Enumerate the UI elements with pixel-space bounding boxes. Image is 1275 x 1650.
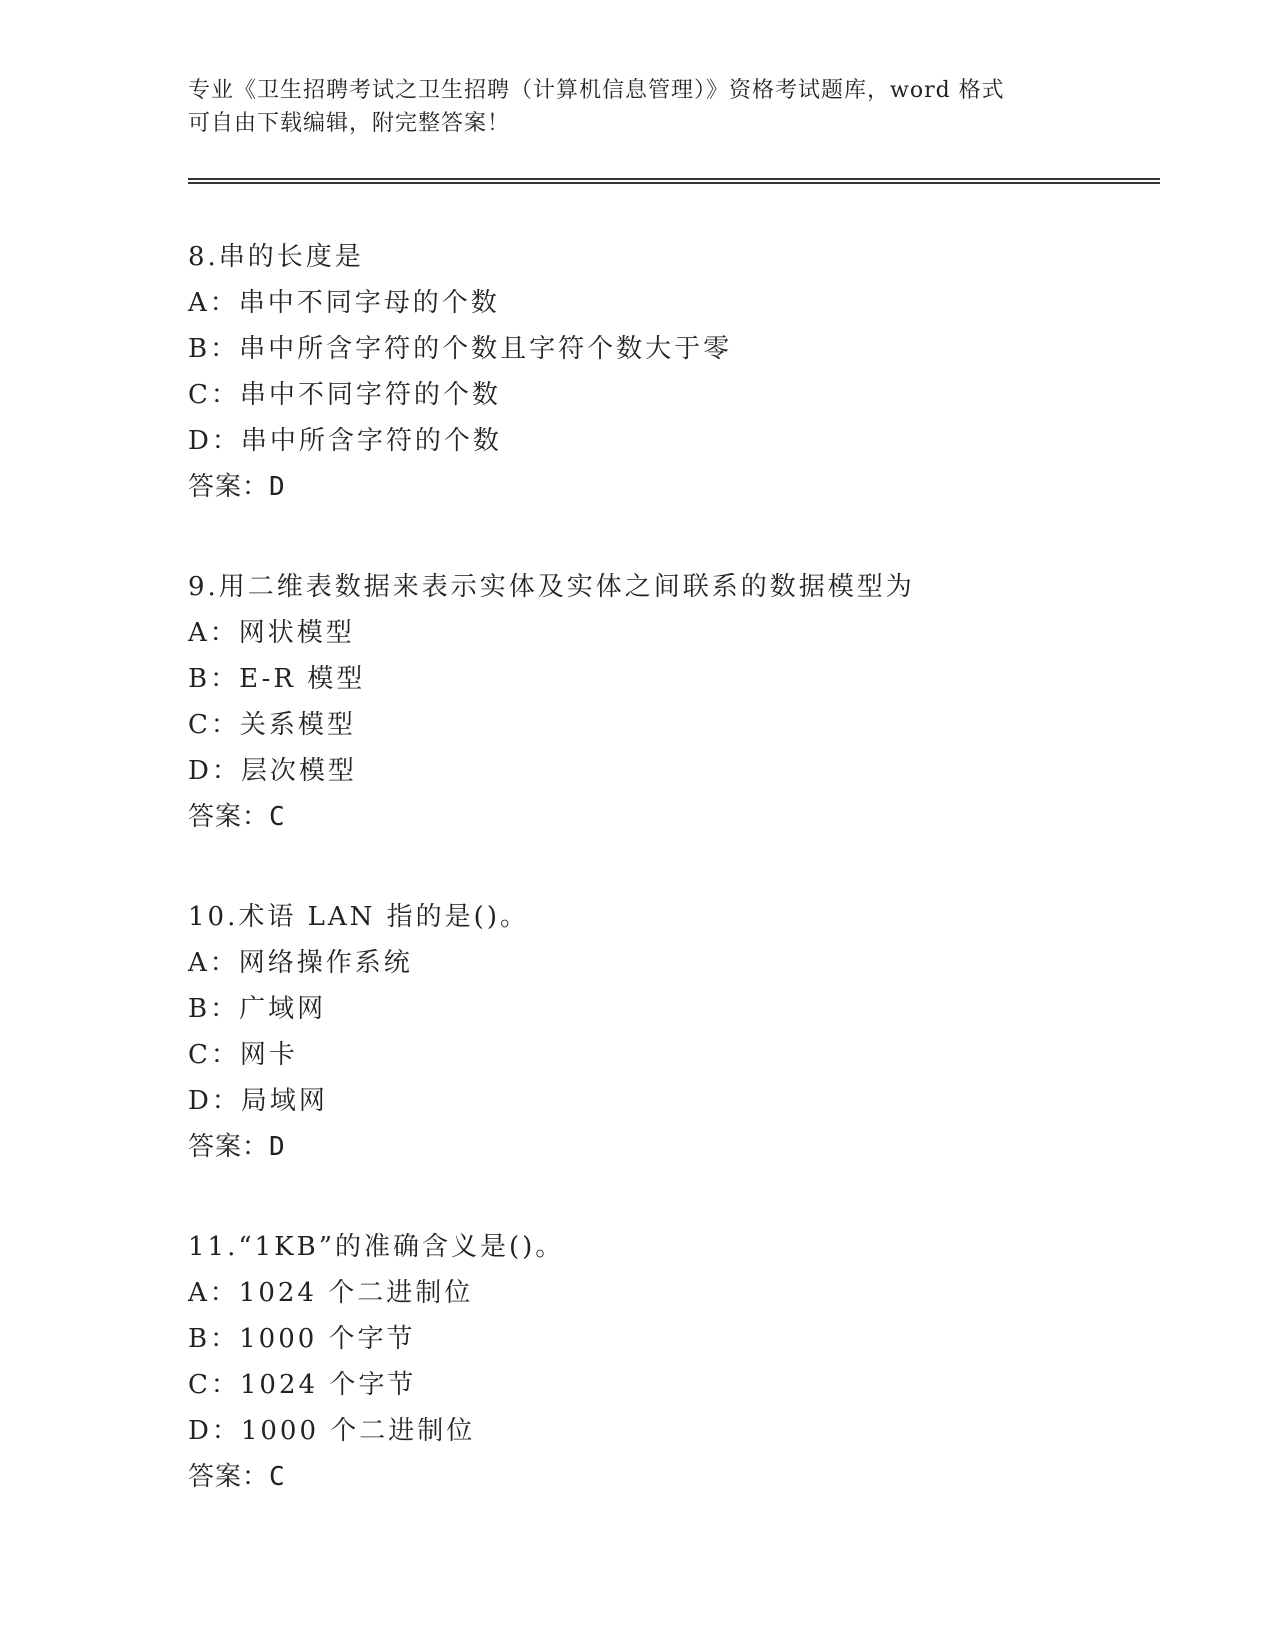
question-8 [188, 234, 1138, 510]
document-header [188, 74, 1088, 140]
option-b: B：串中所含字符的个数且字符个数大于零 [188, 334, 733, 364]
option-c: C：网卡 [188, 1040, 298, 1070]
option-c: C：串中不同字符的个数 [188, 380, 501, 410]
option-d: D：局域网 [188, 1086, 328, 1116]
question-stem: 9.用二维表数据来表示实体及实体之间联系的数据模型为 [188, 572, 915, 602]
option-c: C：1024 个字节 [188, 1370, 417, 1400]
question-stem: 8.串的长度是 [188, 242, 364, 272]
question-10 [188, 894, 1138, 1170]
header-double-rule [188, 178, 1160, 184]
answer-line: 答案：C [188, 1462, 286, 1492]
option-b: B：广域网 [188, 994, 327, 1024]
option-a: A：网络操作系统 [188, 948, 413, 978]
option-a: A：1024 个二进制位 [188, 1278, 474, 1308]
option-d: D：1000 个二进制位 [188, 1416, 476, 1446]
option-b: B：1000 个字节 [188, 1324, 416, 1354]
option-a: A：网状模型 [188, 618, 355, 648]
header-line-1: 专业《卫生招聘考试之卫生招聘（计算机信息管理）》资格考试题库，word 格式 [188, 78, 1005, 103]
answer-line: 答案：D [188, 1132, 286, 1162]
option-b: B：E-R 模型 [188, 664, 366, 694]
question-list [188, 234, 1138, 1554]
option-a: A：串中不同字母的个数 [188, 288, 500, 318]
question-stem: 11.“1KB”的准确含义是()。 [188, 1232, 565, 1262]
option-c: C：关系模型 [188, 710, 356, 740]
question-stem: 10.术语 LAN 指的是()。 [188, 902, 529, 932]
question-9 [188, 564, 1138, 840]
answer-line: 答案：C [188, 802, 286, 832]
question-11 [188, 1224, 1138, 1500]
header-line-2: 可自由下载编辑，附完整答案！ [188, 111, 511, 136]
answer-line: 答案：D [188, 472, 286, 502]
option-d: D：层次模型 [188, 756, 357, 786]
option-d: D：串中所含字符的个数 [188, 426, 502, 456]
